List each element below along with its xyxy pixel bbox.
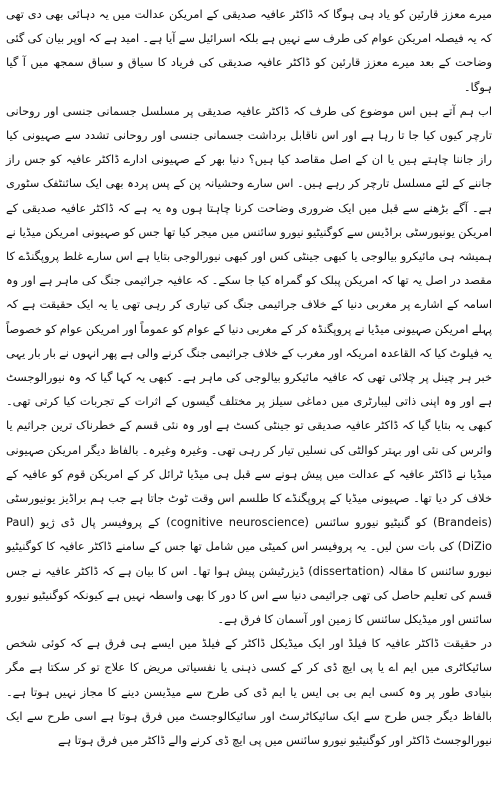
paragraph-intro: میرے معزز قارئین کو یاد ہی ہوگا کہ ڈاکٹر عافیہ صدیقی کے امریکن عدالت میں یہ دہائی بھی دی تھی کہ یہ فیصلہ امریکن عوام کی طرف سے نہیں ہے بلکہ اسرائیل سے آیا ہے۔ امید ہے کہ اوپر بیان کی گئی وضاحت کے بعد میرے معزز قارئین کو ڈاکٹر عافیہ صدیقی کی فریاد کا سیاق و سباق سمجھ میں آ گیا ہوگا۔ xyxy=(6,7,492,94)
paragraph-propaganda: اب ہم آتے ہیں اس موضوع کی طرف کہ ڈاکٹر عافیہ صدیقی پر مسلسل جسمانی جنسی اور روحانی تارچر کیوں کیا جا تا رہا ہے اور اس ناقابل برداشت جسمانی جنسی اور روحانی تشدد سے صہیونی کیا راز جاننا چاہتے ہیں یا ان کے اصل مقاصد کیا ہیں؟ دنیا بھر کے صہیونی ادارے ڈاکٹر عافیہ کو جس راز جاننے کے لئے مسلسل تارچر کر رہے ہیں۔ اس سارے وحشیانہ پن کے پس پردہ بھی ایک سائنٹفک سٹوری ہے۔ آگے بڑھنے سے قبل میں ایک ضروری وضاحت کرنا چاہتا ہوں وہ یہ ہے کہ ڈاکٹر عافیہ صدیقی کے امریکن یونیورسٹی براڈیس سے کوگنیٹیو نیورو سائنس میں میجر کیا تھا جس کو صہیونی امریکن میڈیا نے ہمیشہ ہی مائیکرو بیالوجی یا کبھی جینٹی کس اور کبھی نیورالوجی بتایا ہے اس سارے غلط پروپگنڈے کا مقصد در اصل یہ تھا کہ امریکن پبلک کو گمراہ کیا جا سکے۔ کہ عافیہ جراثیمی جنگ کی ماہر ہے اور وہ اسامہ کے اشارے پر مغربی دنیا کے خلاف جراثیمی جنگ کی تیاری کر رہی تھی یا یہ ایک حقیقت ہے کہ پہلے امریکن صہیونی میڈیا نے پروپگنڈہ کر کے مغربی دنیا کے عوام کو عموماً اور امریکن عوام کو خصوصاً یہ فیلوٹ کیا کہ القاعدہ امریکہ اور مغرب کے خلاف جراثیمی جنگ کرنے والی ہے پھر انہوں نے بار بار یہی خبر ہر چینل پر چلائی تھی کہ عافیہ مائیکرو بیالوجی کی ماہر ہے۔ کبھی یہ کہا گیا کہ وہ نیورالوجسٹ ہے اور وہ اپنی ذاتی لیبارٹری میں دماغی سیلز پر مختلف گیسوں کے اثرات کے تجربات کیا کرتی تھی۔ کبھی یہ بتایا گیا کہ ڈاکٹر عافیہ صدیقی تو جینٹی کسٹ ہے اور وہ نئی قسم کے خطرناک ترین جراثیم یا وائرس کی نئی اور بہتر کوالٹی کی نسلیں تیار کر رہی تھی۔ وغیرہ وغیرہ۔ بالفاظ دیگر امریکن صہیونی میڈیا نے ڈاکٹر عافیہ کے عدالت میں پیش ہونے سے قبل ہی میڈیا ٹرائل کر کے امریکن قوم کو عافیہ کے خلاف کر دیا تھا۔ صہیونی میڈیا کے پروپگنڈے کا طلسم اس وقت ٹوٹ جاتا ہے جب ہم براڈیز یونیورسٹی (Brandeis) کو گنیٹیو نیورو سائنس (cognitive neuroscience) کے پروفیسر پال ڈی ژیو (Paul DiZio) کی بات سن لیں۔ یہ پروفیسر اس کمیٹی میں شامل تھا جس کے سامنے ڈاکٹر عافیہ کا کوگنیٹیو نیورو سائنس کا مقالہ (dissertation) ڈیزرٹیشن پیش ہوا تھا۔ اس کا بیان ہے کہ ڈاکٹر عافیہ نے جس قسم کی تعلیم حاصل کی تھی جراثیمی دنیا سے اس کا دور کا بھی واسطہ نہیں ہے کیونکہ کوگنیٹیو نیورو سائنس اور میڈیکل سائنس کا زمین اور آسمان کا فرق ہے۔ xyxy=(6,103,492,627)
paragraph-field-difference: در حقیقت ڈاکٹر عافیہ کا فیلڈ اور ایک میڈیکل ڈاکٹر کے فیلڈ میں ایسے ہی فرق ہے کہ کوئی شخص سائیکاٹری میں ایم اے یا پی ایچ ڈی کر کے کسی ذہنی یا نفسیاتی مریض کا علاج تو کر سکتا ہے مگر بنیادی طور پر وہ کسی ایم بی بی ایس یا ایم ڈی کی طرح سے میڈیسن دینے کا مجاز نہیں ہوتا ہے۔ بالفاظ دیگر جس طرح سے ایک سائیکاٹرسٹ اور سائیکالوجسٹ میں فرق ہوتا ہے اسی طرح سے ایک نیورالوجسٹ ڈاکٹر اور کوگنیٹیو نیورو سائنس میں پی ایچ ڈی کرنے والے ڈاکٹر میں فرق ہوتا ہے xyxy=(6,636,492,748)
